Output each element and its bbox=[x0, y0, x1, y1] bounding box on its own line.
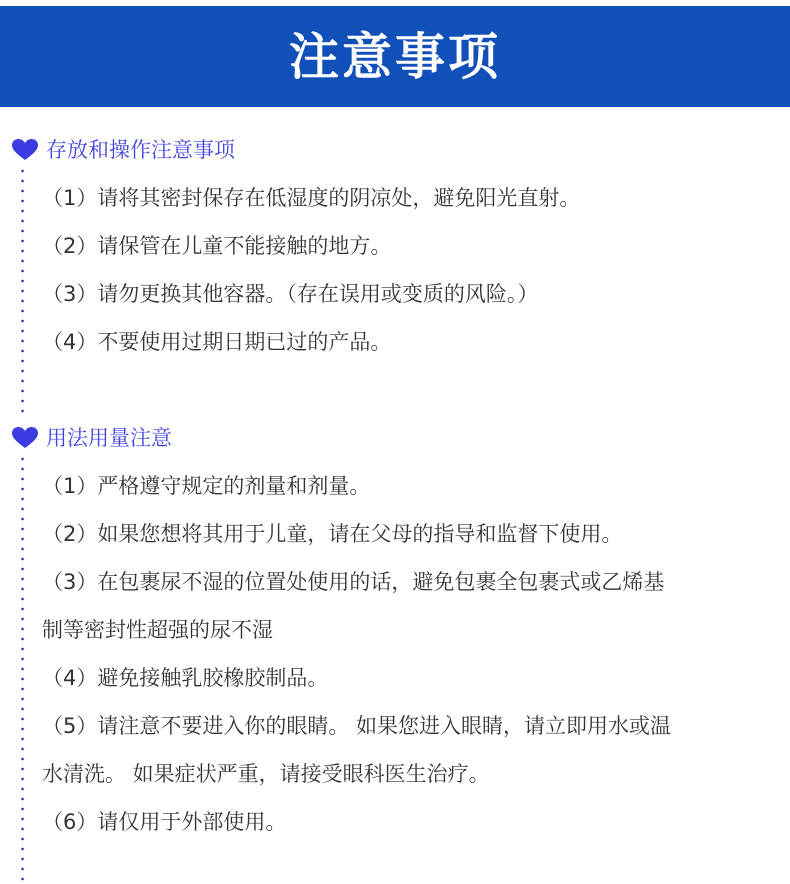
list-item: （2）请保管在儿童不能接触的地方。 bbox=[42, 234, 392, 258]
section-title: 用法用量注意 bbox=[46, 425, 172, 450]
heart-icon bbox=[12, 427, 38, 449]
list-item: （2）如果您想将其用于儿童，请在父母的指导和监督下使用。 bbox=[42, 522, 623, 546]
section-header bbox=[12, 418, 172, 458]
list-item: （3）请勿更换其他容器。（存在误用或变质的风险。） bbox=[42, 282, 539, 306]
heart-icon bbox=[12, 139, 38, 161]
list-item: 制等密封性超强的尿不湿 bbox=[42, 618, 273, 642]
list-item: （3）在包裹尿不湿的位置处使用的话，避免包裹全包裹式或乙烯基 bbox=[42, 570, 665, 594]
list-item: 水清洗。 如果症状严重，请接受眼科医生治疗。 bbox=[42, 762, 490, 786]
section-header bbox=[12, 130, 235, 170]
page-title: 注意事项 bbox=[289, 27, 501, 86]
list-item: （4）避免接触乳胶橡胶制品。 bbox=[42, 666, 329, 690]
header-banner bbox=[0, 6, 790, 107]
list-item: （1）严格遵守规定的剂量和剂量。 bbox=[42, 474, 371, 498]
list-item: （6）请仅用于外部使用。 bbox=[42, 810, 287, 834]
section-title: 存放和操作注意事项 bbox=[46, 137, 235, 162]
list-item: （5）请注意不要进入你的眼睛。 如果您进入眼睛，请立即用水或温 bbox=[42, 714, 672, 738]
dotted-line bbox=[21, 454, 24, 884]
dotted-line bbox=[21, 166, 24, 416]
list-item: （4）不要使用过期日期已过的产品。 bbox=[42, 330, 392, 354]
list-item: （1）请将其密封保存在低湿度的阴凉处，避免阳光直射。 bbox=[42, 186, 581, 210]
